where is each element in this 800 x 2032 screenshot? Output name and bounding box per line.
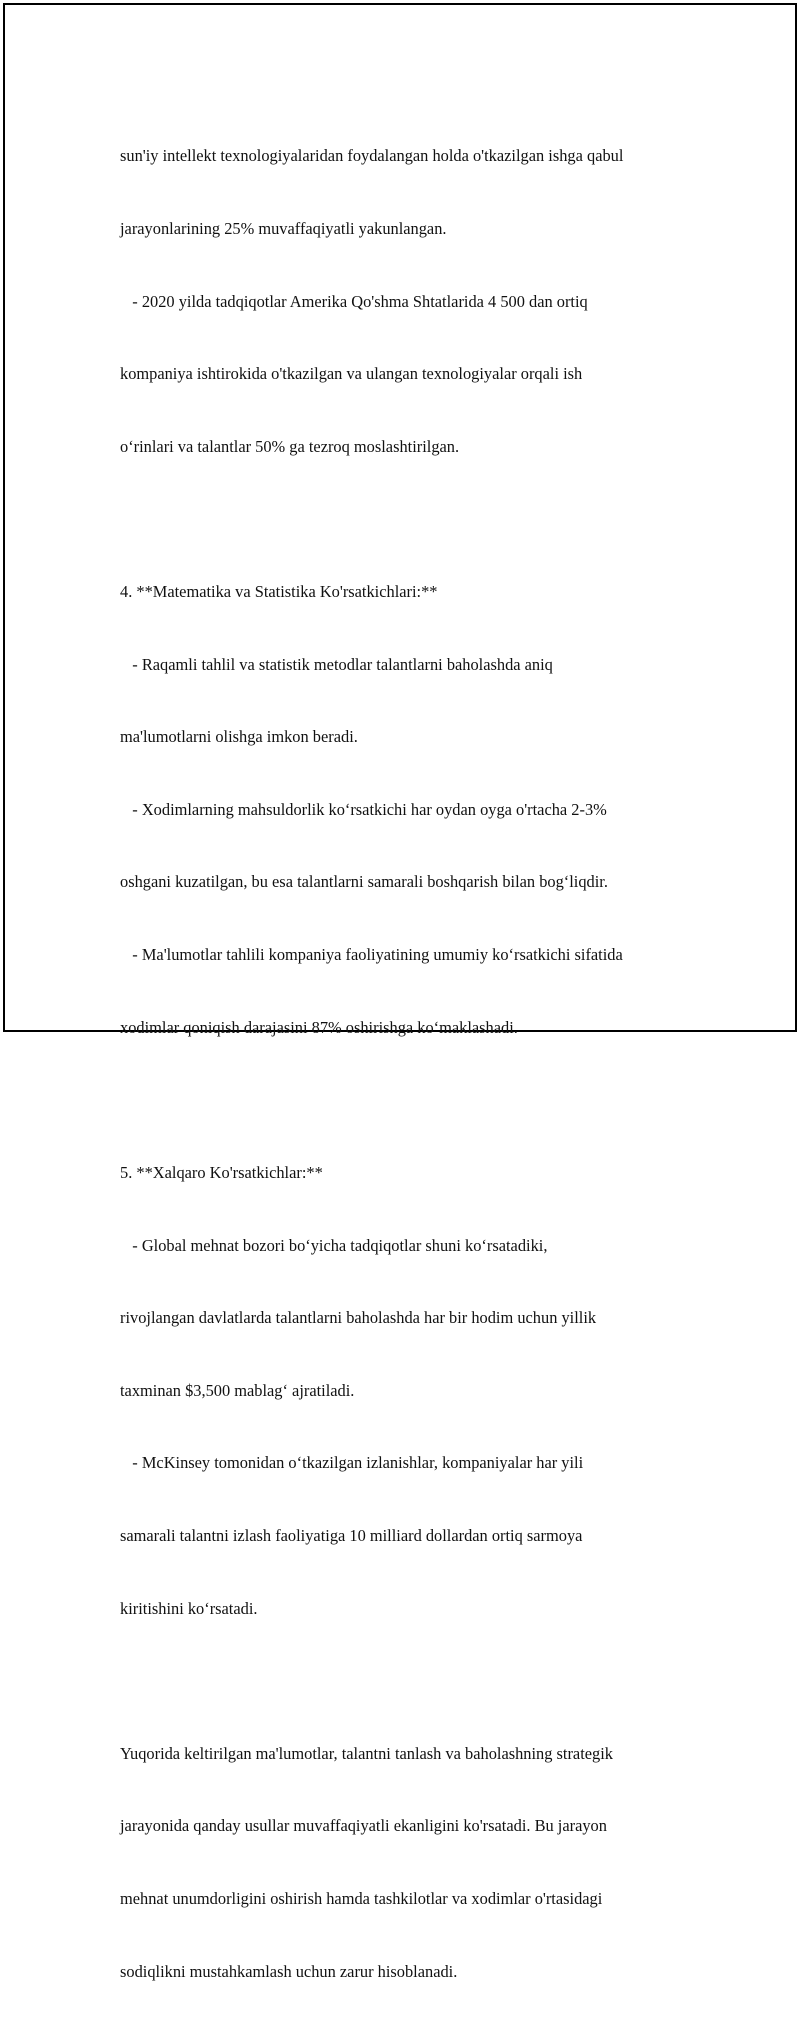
paragraph-conclusion xyxy=(120,1693,720,2032)
text-line: sodiqlikni mustahkamlash uchun zarur hisoblanadi. xyxy=(120,1961,458,1981)
text-line: kiritishini ko‘rsatadi. xyxy=(120,1598,258,1618)
text-line: - Xodimlarning mahsuldorlik ko‘rsatkichi har oydan oyga o'rtacha 2-3% xyxy=(120,799,607,819)
text-line: mehnat unumdorligini oshirish hamda tashkilotlar va xodimlar o'rtasidagi xyxy=(120,1888,603,1908)
text-line: ma'lumotlarni olishga imkon beradi. xyxy=(120,727,358,747)
text-line: - Raqamli tahlil va statistik metodlar talantlarni baholashda aniq xyxy=(120,654,553,674)
text-line: sun'iy intellekt texnologiyalaridan foydalangan holda o'tkazilgan ishga qabul xyxy=(120,146,624,166)
section-math-statistics xyxy=(120,532,720,1089)
page-frame xyxy=(3,3,797,1981)
text-line: jarayonida qanday usullar muvaffaqiyatli ekanligini ko'rsatadi. Bu jarayon xyxy=(120,1816,607,1836)
text-line: - 2020 yilda tadqiqotlar Amerika Qo'shma Shtatlarida 4 500 dan ortiq xyxy=(120,291,588,311)
text-line: kompaniya ishtirokida o'tkazilgan va ulangan texnologiyalar orqali ish xyxy=(120,364,583,384)
text-line: samarali talantni izlash faoliyatiga 10 milliard dollardan ortiq sarmoya xyxy=(120,1525,583,1545)
text-line: o‘rinlari va talantlar 50% ga tezroq moslashtirilgan. xyxy=(120,436,460,456)
paragraph-ai-hiring-stats xyxy=(120,96,720,507)
document-body xyxy=(120,96,720,2032)
section-international-indicators xyxy=(120,1113,720,1670)
text-line: taxminan $3,500 mablag‘ ajratiladi. xyxy=(120,1380,355,1400)
section-heading: 5. **Xalqaro Ko'rsatkichlar:** xyxy=(120,1162,323,1182)
section-heading: 4. **Matematika va Statistika Ko'rsatkichlari:** xyxy=(120,582,438,602)
paragraph-gap xyxy=(120,507,720,531)
text-line: - Ma'lumotlar tahlili kompaniya faoliyatining umumiy ko‘rsatkichi sifatida xyxy=(120,945,623,965)
text-line: rivojlangan davlatlarda talantlarni baholashda har bir hodim uchun yillik xyxy=(120,1308,597,1328)
text-line: jarayonlarining 25% muvaffaqiyatli yakunlangan. xyxy=(120,219,447,239)
text-line: - McKinsey tomonidan o‘tkazilgan izlanishlar, kompaniyalar har yili xyxy=(120,1453,584,1473)
paragraph-gap xyxy=(120,1088,720,1112)
paragraph-gap xyxy=(120,1669,720,1693)
text-line: - Global mehnat bozori bo‘yicha tadqiqotlar shuni ko‘rsatadiki, xyxy=(120,1235,548,1255)
text-line: oshgani kuzatilgan, bu esa talantlarni samarali boshqarish bilan bog‘liqdir. xyxy=(120,872,608,892)
text-line: Yuqorida keltirilgan ma'lumotlar, talantni tanlash va baholashning strategik xyxy=(120,1743,613,1763)
text-line: xodimlar qoniqish darajasini 87% oshirishga ko‘maklashadi. xyxy=(120,1017,518,1037)
